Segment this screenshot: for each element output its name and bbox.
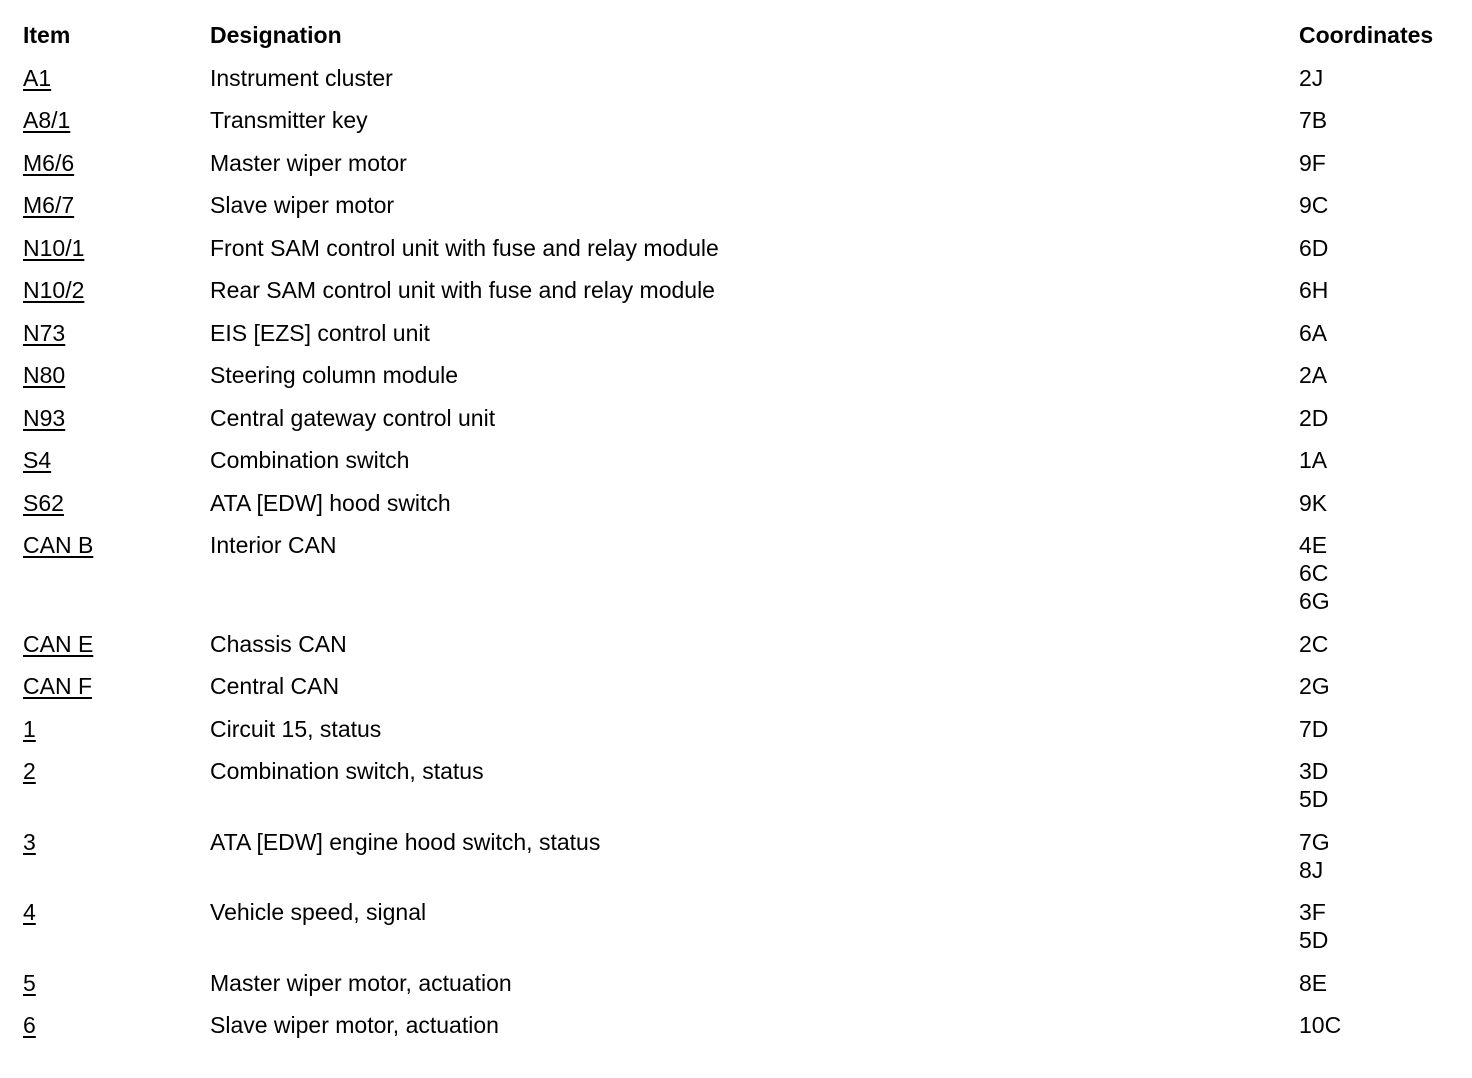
item-cell [23, 630, 210, 658]
item-cell [23, 489, 210, 517]
coordinates-cell [1299, 969, 1453, 997]
designation-cell: Steering column module [210, 362, 459, 388]
coordinates-cell [1299, 361, 1453, 389]
coordinate-value: 3F [1299, 899, 1326, 925]
designation-cell: Interior CAN [210, 532, 337, 558]
coordinates-cell [1299, 276, 1453, 304]
item-cell [23, 715, 210, 743]
header-item: Item [23, 22, 71, 48]
item-cell [23, 361, 210, 389]
item-link[interactable]: 6 [23, 1012, 36, 1038]
item-cell [23, 149, 210, 177]
legend-table [23, 21, 1453, 1054]
table-row [23, 404, 1453, 447]
table-header [23, 21, 1453, 64]
item-cell [23, 969, 210, 997]
table-row [23, 630, 1453, 673]
coordinate-value: 2D [1299, 404, 1329, 431]
coordinates-cell [1299, 106, 1453, 134]
coordinates-cell [1299, 319, 1453, 347]
item-cell [23, 1011, 210, 1039]
item-link[interactable]: N80 [23, 362, 66, 388]
coordinates-cell [1299, 828, 1453, 884]
coordinates-cell [1299, 191, 1453, 219]
table-row [23, 319, 1453, 362]
coordinates-cell [1299, 1011, 1453, 1039]
item-link[interactable]: N93 [23, 404, 66, 431]
coordinates-cell [1299, 489, 1453, 517]
coordinate-value: 6H [1299, 277, 1329, 303]
coordinate-value: 9K [1299, 489, 1328, 516]
designation-cell: ATA [EDW] engine hood switch, status [210, 828, 601, 855]
coordinate-value: 3D [1299, 758, 1329, 784]
table-row [23, 64, 1453, 107]
coordinate-value: 4E [1299, 532, 1328, 558]
item-cell [23, 828, 210, 856]
designation-cell: Circuit 15, status [210, 715, 382, 742]
item-cell [23, 446, 210, 474]
item-link[interactable]: N10/2 [23, 277, 85, 303]
table-row [23, 898, 1453, 969]
item-link[interactable]: S62 [23, 489, 64, 516]
table-row [23, 276, 1453, 319]
coordinates-cell [1299, 446, 1453, 474]
coordinates-cell [1299, 234, 1453, 262]
item-link[interactable]: A8/1 [23, 107, 71, 133]
designation-cell: EIS [EZS] control unit [210, 319, 430, 346]
table-row [23, 828, 1453, 899]
item-cell [23, 672, 210, 700]
coordinate-value: 7B [1299, 107, 1328, 133]
table-row [23, 191, 1453, 234]
coordinate-value: 8E [1299, 969, 1328, 996]
coordinates-cell [1299, 757, 1453, 813]
designation-cell: Combination switch, status [210, 758, 484, 784]
coordinate-value: 1A [1299, 447, 1328, 473]
coordinate-value: 10C [1299, 1012, 1342, 1038]
item-cell [23, 276, 210, 304]
coordinates-cell [1299, 630, 1453, 658]
designation-cell: Combination switch [210, 447, 410, 473]
designation-cell: Instrument cluster [210, 64, 393, 91]
item-link[interactable]: 4 [23, 899, 36, 925]
item-cell [23, 64, 210, 92]
item-link[interactable]: M6/6 [23, 149, 75, 176]
coordinate-value: 7D [1299, 715, 1329, 742]
item-link[interactable]: 1 [23, 715, 36, 742]
item-cell [23, 404, 210, 432]
coordinates-cell [1299, 715, 1453, 743]
item-cell [23, 319, 210, 347]
coordinate-value: 2G [1299, 673, 1330, 699]
coordinate-value: 6A [1299, 319, 1328, 346]
header-designation: Designation [210, 22, 342, 48]
designation-cell: Rear SAM control unit with fuse and relay module [210, 277, 715, 303]
coordinate-value: 2C [1299, 630, 1329, 657]
item-link[interactable]: CAN B [23, 532, 94, 558]
coordinate-value: 5D [1299, 786, 1329, 812]
designation-cell: Central CAN [210, 673, 340, 699]
coordinates-cell [1299, 531, 1453, 615]
item-cell [23, 191, 210, 219]
item-link[interactable]: A1 [23, 64, 52, 91]
coordinates-cell [1299, 672, 1453, 700]
coordinate-value: 2A [1299, 362, 1328, 388]
table-row [23, 489, 1453, 532]
designation-cell: Master wiper motor, actuation [210, 969, 512, 996]
designation-cell: Slave wiper motor, actuation [210, 1012, 499, 1038]
table-row [23, 969, 1453, 1012]
designation-cell: Central gateway control unit [210, 404, 496, 431]
table-row [23, 361, 1453, 404]
coordinates-cell [1299, 149, 1453, 177]
table-row [23, 757, 1453, 828]
table-row [23, 106, 1453, 149]
header-coordinates: Coordinates [1299, 22, 1434, 48]
designation-cell: Slave wiper motor [210, 192, 395, 218]
coordinate-value: 8J [1299, 856, 1324, 883]
item-link[interactable]: S4 [23, 447, 52, 473]
table-row [23, 672, 1453, 715]
coordinate-value: 6D [1299, 234, 1329, 261]
coordinate-value: 5D [1299, 927, 1329, 953]
item-link[interactable]: 2 [23, 758, 36, 784]
table-row [23, 715, 1453, 758]
item-cell [23, 757, 210, 785]
designation-cell: ATA [EDW] hood switch [210, 489, 451, 516]
table-row [23, 531, 1453, 630]
table-row [23, 149, 1453, 192]
item-link[interactable]: N73 [23, 319, 66, 346]
item-link[interactable]: 5 [23, 969, 36, 996]
item-link[interactable]: M6/7 [23, 192, 75, 218]
designation-cell: Front SAM control unit with fuse and relay module [210, 234, 719, 261]
coordinate-value: 9F [1299, 149, 1326, 176]
item-cell [23, 531, 210, 559]
table-row [23, 1011, 1453, 1054]
coordinates-cell [1299, 64, 1453, 92]
coordinate-value: 6C [1299, 560, 1329, 586]
item-link[interactable]: CAN E [23, 630, 94, 657]
table-row [23, 234, 1453, 277]
item-link[interactable]: CAN F [23, 673, 92, 699]
designation-cell: Chassis CAN [210, 630, 347, 657]
designation-cell: Master wiper motor [210, 149, 407, 176]
coordinate-value: 2J [1299, 64, 1324, 91]
designation-cell: Transmitter key [210, 107, 368, 133]
item-link[interactable]: 3 [23, 828, 36, 855]
coordinates-cell [1299, 898, 1453, 954]
item-link[interactable]: N10/1 [23, 234, 85, 261]
coordinate-value: 6G [1299, 588, 1330, 614]
item-cell [23, 106, 210, 134]
item-cell [23, 898, 210, 926]
coordinate-value: 7G [1299, 828, 1330, 855]
designation-cell: Vehicle speed, signal [210, 899, 427, 925]
coordinates-cell [1299, 404, 1453, 432]
item-cell [23, 234, 210, 262]
coordinate-value: 9C [1299, 192, 1329, 218]
table-body [23, 64, 1453, 1054]
table-row [23, 446, 1453, 489]
